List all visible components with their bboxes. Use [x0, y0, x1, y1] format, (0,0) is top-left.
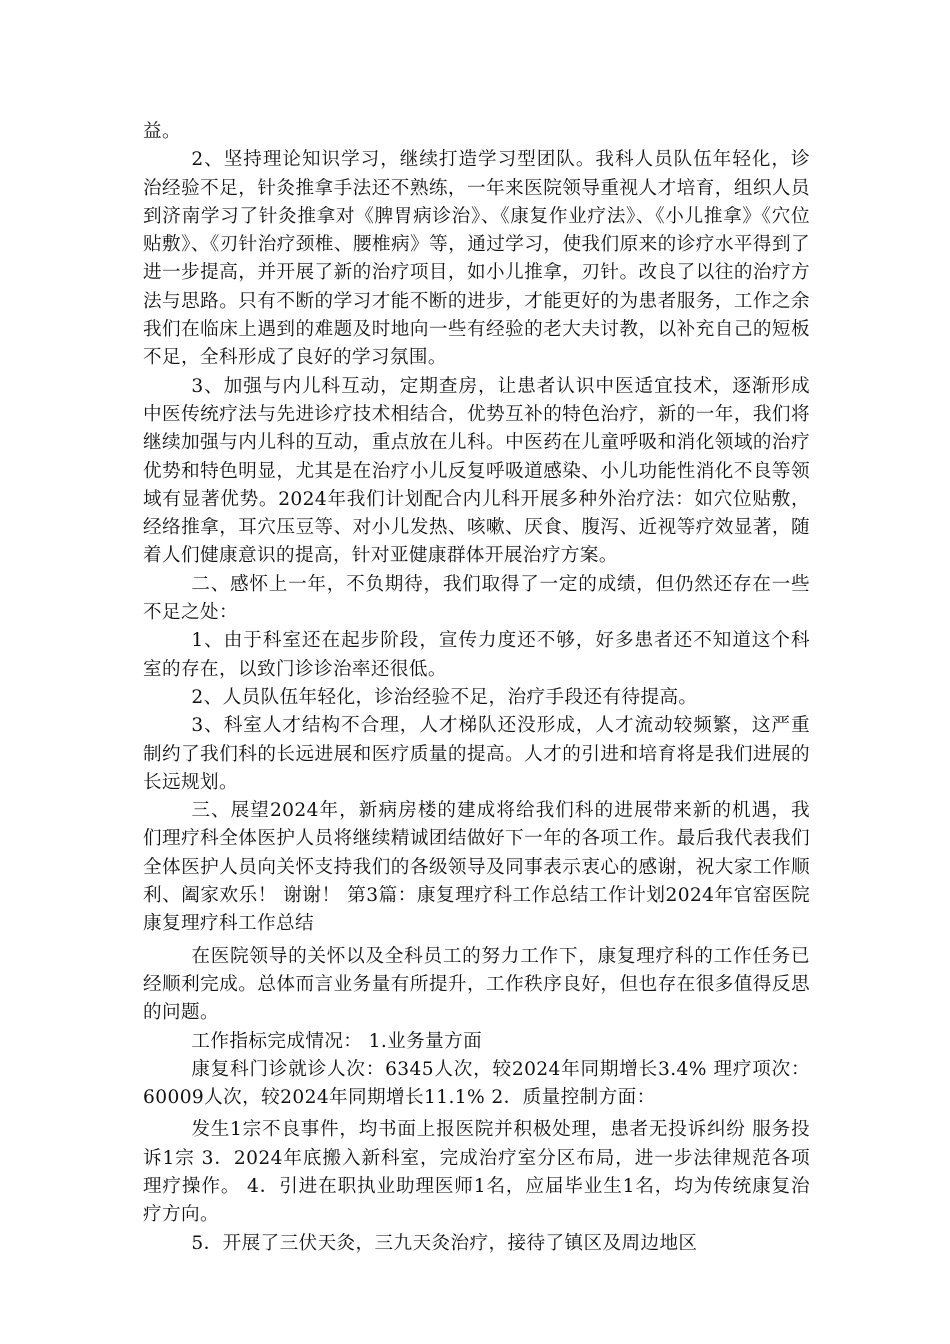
paragraph-study: 2、坚持理论知识学习，继续打造学习型团队。我科人员队伍年轻化，诊治经验不足，针灸推拿手法还不熟练，一年来医院领导重视人才培育，组织人员到济南学习了针灸推拿对《脾胃病诊治》、《康复作业疗法》、《小儿推拿》《穴位贴敷》、《刃针治疗颈椎、腰椎病》等，通过学习，使我们原来的诊疗水平得到了进一步提高，并开展了新的治疗项目，如小儿推拿，刃针。改良了以往的治疗方法与思路。只有不断的学习才能不断的进步，才能更好的为患者服务，工作之余我们在临床上遇到的难题及时地向一些有经验的老大夫讨教，以补充自己的短板不足，全科形成了良好的学习氛围。: [143, 149, 810, 369]
paragraph-outlook: 三、展望2024年，新病房楼的建成将给我们科的进展带来新的机遇，我们理疗科全体医护人员将继续精诚团结做好下一年的各项工作。最后我代表我们全体医护人员向关怀支持我们的各级领导及同事表示衷心的感谢，祝大家工作顺利、阖家欢乐！ 谢谢！ 第3篇：康复理疗科工作总结工作计划2024年官窑医院康复理疗科工作总结: [143, 800, 810, 935]
paragraph-shortcoming-2: 2、人员队伍年轻化，诊治经验不足，治疗手段还有待提高。: [191, 686, 698, 708]
paragraph-interaction: 3、加强与内儿科互动，定期查房，让患者认识中医适宜技术，逐渐形成中医传统疗法与先进诊疗技术相结合，优势互补的特色治疗，新的一年，我们将继续加强与内儿科的互动，重点放在儿科。中医药在儿童呼吸和消化领域的治疗优势和特色明显，尤其是在治疗小儿反复呼吸道感染、小儿功能性消化不良等领域有显著优势。2024年我们计划配合内儿科开展多种外治疗法：如穴位贴敷，经络推拿，耳穴压豆等、对小儿发热、咳嗽、厌食、腹泻、近视等疗效显著，随着人们健康意识的提高，针对亚健康群体开展治疗方案。: [143, 375, 810, 567]
document-body: [143, 118, 810, 1258]
paragraph-continuation: 益。: [143, 121, 181, 142]
paragraph-shortcoming-3: 3、科室人才结构不合理，人才梯队还没形成，人才流动较频繁，这严重制约了我们科的长远进展和医疗质量的提高。人才的引进和培育将是我们进展的长远规划。: [143, 715, 810, 793]
paragraph-shortcoming-1: 1、由于科室还在起步阶段，宣传力度还不够，好多患者还不知道这个科室的存在，以致门诊诊治率还很低。: [143, 630, 810, 680]
paragraph-moxibustion: 5．开展了三伏天灸，三九天灸治疗，接待了镇区及周边地区: [191, 1232, 698, 1254]
paragraph-intro-2024: 在医院领导的关怀以及全科员工的努力工作下，康复理疗科的工作任务已经顺利完成。总体而言业务量有所提升，工作秩序良好，但也存在很多值得反思的问题。: [143, 945, 810, 1024]
paragraph-volume: 康复科门诊就诊人次：6345人次，较2024年同期增长3.4% 理疗项次：60009人次，较2024年同期增长11.1% 2．质量控制方面：: [143, 1058, 810, 1109]
paragraph-indicators-heading: 工作指标完成情况： 1.业务量方面: [191, 1030, 483, 1052]
paragraph-shortcomings-heading: 二、感怀上一年，不负期待，我们取得了一定的成绩，但仍然还存在一些不足之处：: [143, 573, 810, 624]
paragraph-quality: 发生1宗不良事件，均书面上报医院并积极处理，患者无投诉纠纷 服务投诉1宗 3．2024年底搬入新科室，完成治疗室分区布局，进一步法律规范各项理疗操作。 4．引进在职执业助理医师1名，应届毕业生1名，均为传统康复治疗方向。: [143, 1119, 810, 1226]
